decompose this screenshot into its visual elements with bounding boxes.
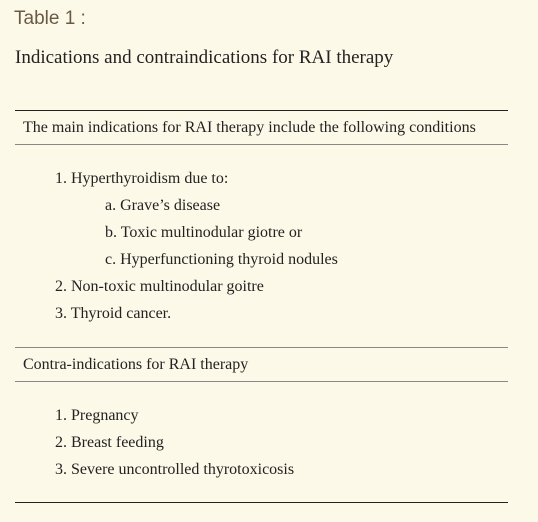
indications-heading: The main indications for RAI therapy include the following conditions — [23, 119, 476, 136]
indication-item — [55, 278, 264, 296]
item-text: Thyroid cancer. — [70, 305, 172, 322]
item-text: Toxic multinodular giotre or — [120, 224, 303, 241]
item-text: Hyperfunctioning thyroid nodules — [120, 251, 338, 268]
item-letter: a. — [105, 197, 117, 214]
item-number: 1. — [55, 170, 67, 187]
item-text: Non-toxic multinodular goitre — [71, 278, 264, 295]
indication-item — [55, 305, 171, 323]
item-text: Breast feeding — [71, 434, 164, 451]
contraindication-item — [55, 407, 139, 425]
item-text: Severe uncontrolled thyrotoxicosis — [71, 461, 295, 478]
item-number: 1. — [55, 407, 67, 424]
contraindication-item — [55, 434, 164, 452]
item-number: 3. — [55, 305, 67, 322]
item-text: Pregnancy — [71, 407, 139, 424]
item-letter: c. — [105, 251, 117, 268]
bottom-rule — [15, 502, 508, 503]
indication-item — [55, 170, 228, 188]
contraindications-top-rule — [15, 347, 508, 348]
contraindications-heading: Contra-indications for RAI therapy — [23, 356, 249, 373]
table-caption: Indications and contraindications for RAI therapy — [15, 47, 394, 68]
item-text: Grave’s disease — [120, 197, 221, 214]
indications-heading-rule — [15, 144, 508, 145]
indication-subitem — [105, 224, 302, 242]
contraindications-heading-rule — [15, 381, 508, 382]
contraindication-item — [55, 461, 294, 479]
item-number: 3. — [55, 461, 67, 478]
indication-subitem — [105, 251, 338, 269]
top-rule — [15, 110, 508, 111]
item-number: 2. — [55, 434, 67, 451]
item-number: 2. — [55, 278, 67, 295]
table-label: Table 1 : — [14, 8, 86, 29]
item-text: Hyperthyroidism due to: — [71, 170, 229, 187]
item-letter: b. — [105, 224, 117, 241]
indication-subitem — [105, 197, 220, 215]
